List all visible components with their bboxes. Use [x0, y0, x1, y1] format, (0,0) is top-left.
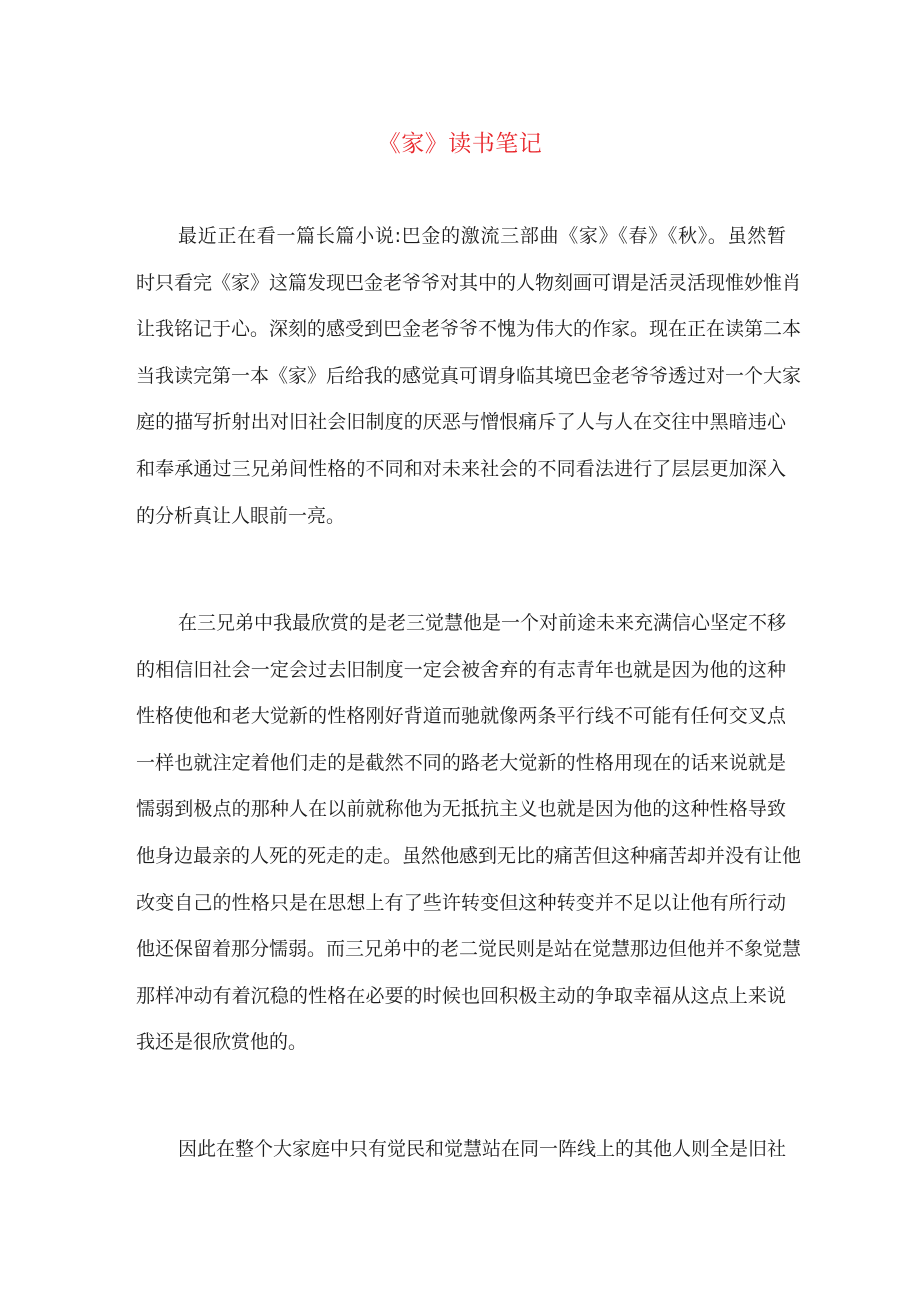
paragraph-line: 懦弱到极点的那种人在以前就称他为无抵抗主义也就是因为他的这种性格导致: [136, 798, 786, 821]
paragraph-line: 的相信旧社会一定会过去旧制度一定会被舍弃的有志青年也就是因为他的这种: [136, 658, 786, 681]
paragraph-line: 当我读完第一本《家》后给我的感觉真可谓身临其境巴金老爷爷透过对一个大家: [136, 364, 802, 387]
paragraph-3: [136, 1126, 786, 1173]
paragraph-line: 庭的描写折射出对旧社会旧制度的厌恶与憎恨痛斥了人与人在交往中黑暗违心: [136, 411, 786, 434]
paragraph-line: 的分析真让人眼前一亮。: [136, 504, 346, 527]
paragraph-line: 那样冲动有着沉稳的性格在必要的时候也回积极主动的争取幸福从这点上来说: [136, 984, 786, 1007]
paragraph-line: 时只看完《家》这篇发现巴金老爷爷对其中的人物刻画可谓是活灵活现惟妙惟肖: [136, 271, 802, 294]
paragraph-line: 最近正在看一篇长篇小说:巴金的激流三部曲《家》《春》《秋》。虽然暂: [178, 225, 786, 247]
paragraph-line: 他身边最亲的人死的死走的走。虽然他感到无比的痛苦但这种痛苦却并没有让他: [136, 844, 802, 867]
paragraph-line: 让我铭记于心。深刻的感受到巴金老爷爷不愧为伟大的作家。现在正在读第二本: [136, 318, 802, 341]
paragraph-line: 他还保留着那分懦弱。而三兄弟中的老二觉民则是站在觉慧那边但他并不象觉慧: [136, 938, 802, 961]
paragraph-line: 性格使他和老大觉新的性格刚好背道而驰就像两条平行线不可能有任何交叉点: [136, 705, 786, 728]
paragraph-line: 一样也就注定着他们走的是截然不同的路老大觉新的性格用现在的话来说就是: [136, 751, 786, 774]
paragraph-line: 和奉承通过三兄弟间性格的不同和对未来社会的不同看法进行了层层更加深入: [136, 457, 786, 480]
paragraph-line: 因此在整个大家庭中只有觉民和觉慧站在同一阵线上的其他人则全是旧社: [178, 1138, 787, 1160]
paragraph-line: 我还是很欣赏他的。: [136, 1031, 308, 1054]
paragraph-2: [136, 600, 802, 1066]
paragraph-1: [136, 213, 802, 539]
paragraph-line: 在三兄弟中我最欣赏的是老三觉慧他是一个对前途未来充满信心坚定不移: [178, 612, 787, 634]
paragraph-line: 改变自己的性格只是在思想上有了些许转变但这种转变并不足以让他有所行动: [136, 891, 786, 914]
document-title: 《家》读书笔记: [377, 131, 543, 157]
